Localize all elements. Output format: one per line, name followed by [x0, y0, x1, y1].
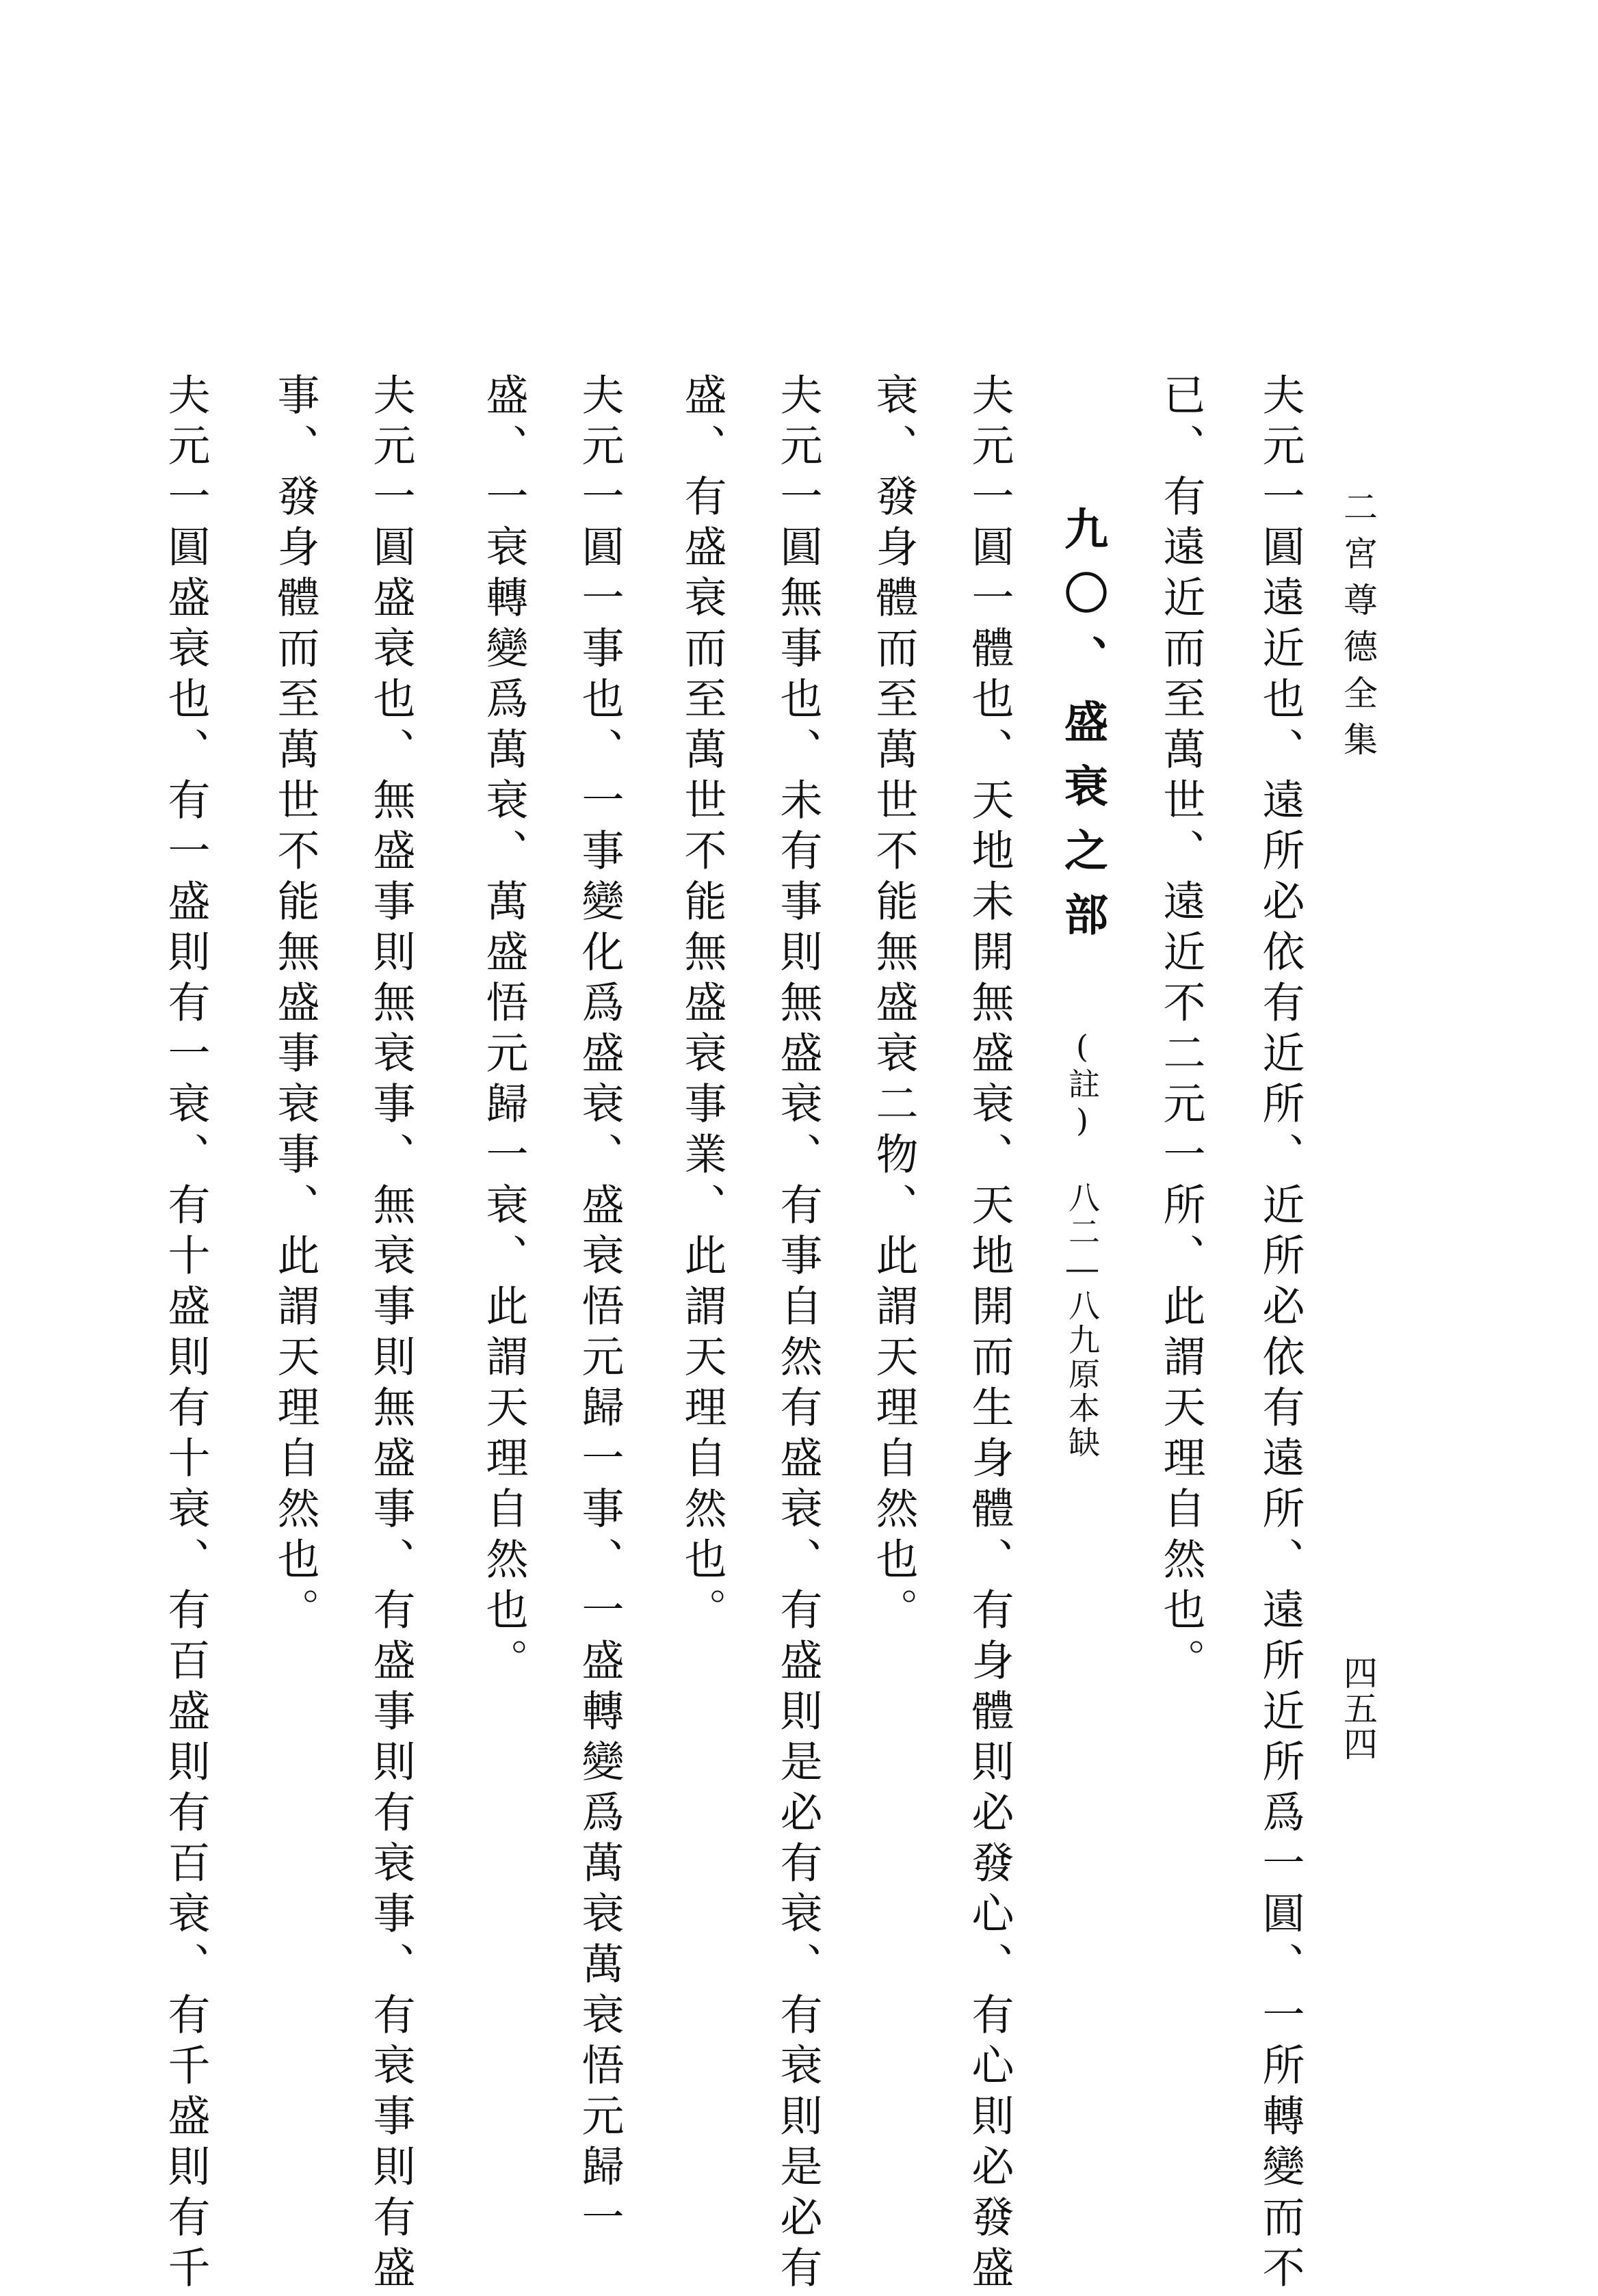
text-line: 夫元一圓一體也、天地未開無盛衰、天地開而生身體、有身體則必發心、有心則必發盛 [965, 373, 1014, 2296]
text-line: 夫元一圓遠近也、遠所必依有近所、近所必依有遠所、遠所近所爲一圓、一所轉變而不 [1255, 373, 1305, 2296]
section-title: 九〇、盛衰之部 [1057, 506, 1108, 956]
section-note: (註) 八二―八九原本缺 [1064, 1028, 1101, 1460]
text-line: 夫元一圓盛衰也、無盛事則無衰事、無衰事則無盛事、有盛事則有衰事、有衰事則有盛 [366, 373, 416, 2296]
section-heading [1057, 506, 1108, 1460]
text-line: 衰、發身體而至萬世不能無盛衰二物、此謂天理自然也。 [869, 373, 919, 1638]
text-line: 事、發身體而至萬世不能無盛事衰事、此謂天理自然也。 [270, 373, 320, 1638]
text-line: 盛、一衰轉變爲萬衰、萬盛悟元歸一衰、此謂天理自然也。 [479, 373, 529, 1689]
text-line: 夫元一圓無事也、未有事則無盛衰、有事自然有盛衰、有盛則是必有衰、有衰則是必有 [773, 373, 823, 2296]
text-line: 夫元一圓盛衰也、有一盛則有一衰、有十盛則有十衰、有百盛則有百衰、有千盛則有千 [161, 373, 211, 2296]
text-line: 已、有遠近而至萬世、遠近不二元一所、此謂天理自然也。 [1156, 373, 1206, 1689]
page-number: 四五四 [1338, 1655, 1378, 1762]
text-line: 盛、有盛衰而至萬世不能無盛衰事業、此謂天理自然也。 [677, 373, 727, 1638]
text-line: 夫元一圓一事也、一事變化爲盛衰、盛衰悟元歸一事、一盛轉變爲萬衰萬衰悟元歸一 [575, 373, 625, 2245]
running-title: 二宮尊德全集 [1338, 489, 1378, 768]
